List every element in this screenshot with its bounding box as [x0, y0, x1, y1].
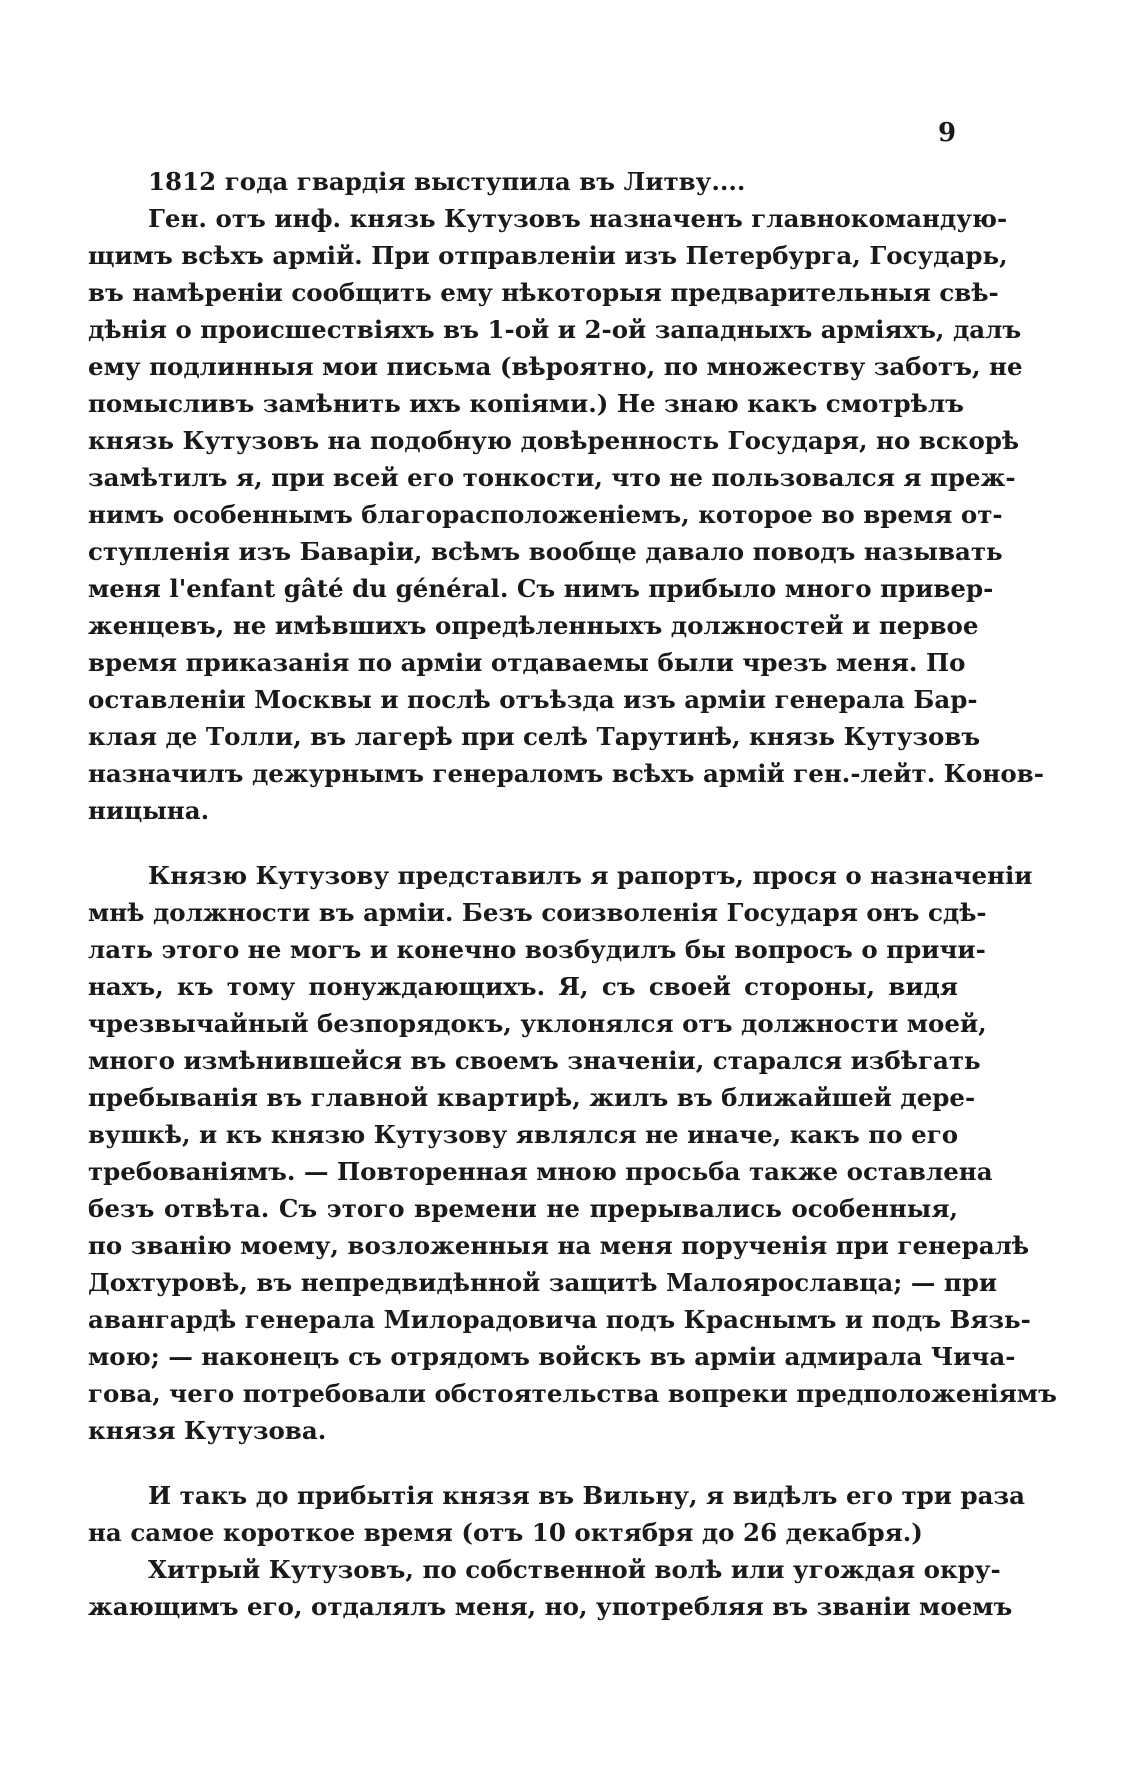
text-line: дѣнія о происшествіяхъ въ 1-ой и 2-ой западныхъ арміяхъ, далъ	[88, 315, 1022, 344]
paragraph	[88, 1551, 1013, 1625]
paragraph-gap	[88, 1449, 958, 1477]
page-number: 9	[938, 118, 957, 148]
text-line: вушкѣ, и къ князю Кутузову являлся не иначе, какъ по его	[88, 1120, 959, 1149]
text-line: нимъ особеннымъ благорасположеніемъ, которое во время от-	[88, 500, 1003, 529]
text-line: гова, чего потребовали обстоятельства вопреки предположеніямъ	[88, 1379, 1057, 1408]
text-line: чрезвычайный безпорядокъ, уклонялся отъ должности моей,	[88, 1009, 987, 1038]
text-line: 1812 года гвардія выступила въ Литву....	[148, 167, 746, 196]
text-line: Князю Кутузову представилъ я рапортъ, прося о назначеніи	[148, 861, 1033, 890]
text-line: назначилъ дежурнымъ генераломъ всѣхъ армій ген.-лейт. Конов-	[88, 759, 1044, 788]
text-line: по званію моему, возложенныя на меня порученія при генералѣ	[88, 1231, 1030, 1260]
text-line: ему подлинныя мои письма (вѣроятно, по множеству заботъ, не	[88, 352, 1023, 381]
text-line: мнѣ должности въ арміи. Безъ соизволенія Государя онъ сдѣ-	[88, 898, 987, 927]
text-line: на самое короткое время (отъ 10 октября до 26 декабря.)	[88, 1518, 923, 1547]
text-line: князь Кутузовъ на подобную довѣренность Государя, но вскорѣ	[88, 426, 1020, 455]
text-line: ницына.	[88, 796, 210, 825]
paragraph	[88, 857, 1057, 1449]
text-line: ступленія изъ Баваріи, всѣмъ вообще давало поводъ называть	[88, 537, 1003, 566]
text-line: женцевъ, не имѣвшихъ опредѣленныхъ должностей и первое	[88, 611, 979, 640]
text-line: жающимъ его, отдалялъ меня, но, употребляя въ званіи моемъ	[88, 1592, 1013, 1621]
text-line: клая де Толли, въ лагерѣ при селѣ Тарутинѣ, князь Кутузовъ	[88, 722, 981, 751]
text-line: замѣтилъ я, при всей его тонкости, что не пользовался я преж-	[88, 463, 1016, 492]
text-line: мою; — наконецъ съ отрядомъ войскъ въ арміи адмирала Чича-	[88, 1342, 1016, 1371]
text-line: щимъ всѣхъ армій. При отправленіи изъ Петербурга, Государь,	[88, 241, 1008, 270]
text-line: авангардѣ генерала Милорадовича подъ Краснымъ и подъ Вязь-	[88, 1305, 1031, 1334]
text-line: И такъ до прибытія князя въ Вильну, я видѣлъ его три раза	[148, 1481, 1025, 1510]
text-line: пребыванія въ главной квартирѣ, жилъ въ ближайшей дере-	[88, 1083, 976, 1112]
text-line: нахъ, къ тому понуждающихъ. Я, съ своей стороны, видя	[88, 972, 958, 1001]
text-line: оставленіи Москвы и послѣ отъѣзда изъ арміи генерала Бар-	[88, 685, 978, 714]
text-line: въ намѣреніи сообщить ему нѣкоторыя предварительныя свѣ-	[88, 278, 999, 307]
paragraph	[88, 200, 1044, 829]
text-line: Дохтуровѣ, въ непредвидѣнной защитѣ Малоярославца; — при	[88, 1268, 998, 1297]
text-line: время приказанія по арміи отдаваемы были чрезъ меня. По	[88, 648, 966, 677]
page-body-text	[88, 163, 1057, 1625]
text-line: лать этого не могъ и конечно возбудилъ бы вопросъ о причи-	[88, 935, 986, 964]
text-line: требованіямъ. — Повторенная мною просьба также оставлена	[88, 1157, 993, 1186]
text-line: безъ отвѣта. Съ этого времени не прерывались особенныя,	[88, 1194, 958, 1223]
text-line: Ген. отъ инф. князь Кутузовъ назначенъ главнокомандую-	[148, 204, 1008, 233]
paragraph	[88, 163, 958, 200]
text-line: много измѣнившейся въ своемъ значеніи, старался избѣгать	[88, 1046, 981, 1075]
text-line: Хитрый Кутузовъ, по собственной волѣ или угождая окру-	[148, 1555, 1001, 1584]
paragraph	[88, 1477, 1025, 1551]
text-line: князя Кутузова.	[88, 1416, 327, 1445]
paragraph-gap	[88, 829, 958, 857]
text-line: помысливъ замѣнить ихъ копіями.) Не знаю какъ смотрѣлъ	[88, 389, 964, 418]
text-line: меня l'enfant gâté du général. Съ нимъ прибыло много привер-	[88, 574, 994, 603]
